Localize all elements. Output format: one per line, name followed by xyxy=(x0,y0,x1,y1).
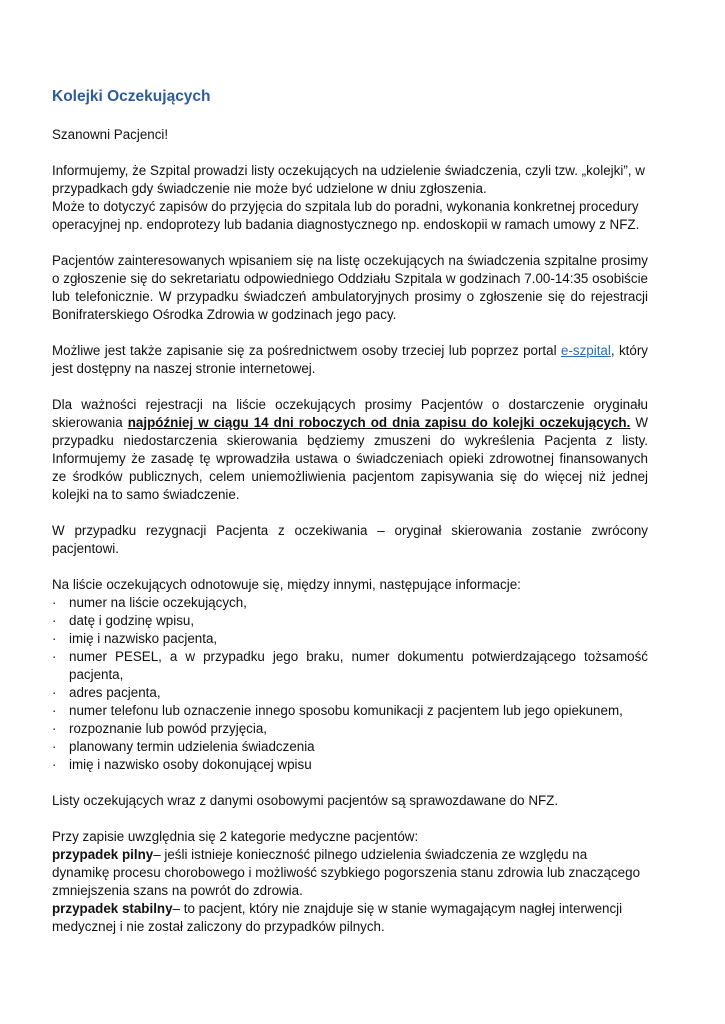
list-item xyxy=(52,684,648,702)
categories-section xyxy=(52,828,648,936)
bullet-icon: · xyxy=(52,649,57,664)
list-item-text: imię i nazwisko osoby dokonującej wpisu xyxy=(69,757,312,772)
list-item xyxy=(52,756,648,774)
e-szpital-link[interactable]: e-szpital xyxy=(560,343,611,358)
category-urgent-label: przypadek pilny xyxy=(52,847,154,862)
list-item xyxy=(52,612,648,630)
intro-line-2: Może to dotyczyć zapisów do przyjęcia do szpitala lub do poradni, wykonania konkretnej procedury operacyjnej np. endoprotezy lub badania diagnostycznego np. endoskopii w ramach umowy z NFZ. xyxy=(52,199,640,232)
resignation-paragraph: W przypadku rezygnacji Pacjenta z oczekiwania – oryginał skierowania zostanie zwrócony pacjentowi. xyxy=(52,523,648,556)
intro-paragraph xyxy=(52,162,648,234)
portal-paragraph xyxy=(52,342,648,378)
list-item-text: adres pacjenta, xyxy=(69,685,161,700)
category-urgent xyxy=(52,846,648,900)
bullet-icon: · xyxy=(52,757,57,772)
list-intro: Na liście oczekujących odnotowuje się, między innymi, następujące informacje: xyxy=(52,577,521,592)
bullet-icon: · xyxy=(52,685,57,700)
portal-text-after: , który jest dostępny na naszej stronie internetowej. xyxy=(52,343,648,376)
list-item-text: numer na liście oczekujących, xyxy=(69,595,247,610)
referral-text-before: Dla ważności rejestracji na liście oczekujących prosimy Pacjentów o dostarczenie oryginału skierowania xyxy=(52,397,648,430)
category-stable xyxy=(52,900,648,936)
list-item-text: datę i godzinę wpisu, xyxy=(69,613,195,628)
list-item-text: planowany termin udzielenia świadczenia xyxy=(69,739,315,754)
nfz-note: Listy oczekujących wraz z danymi osobowymi pacjentów są sprawozdawane do NFZ. xyxy=(52,793,559,808)
list-item-text: rozpoznanie lub powód przyjęcia, xyxy=(69,721,268,736)
list-item xyxy=(52,594,648,612)
referral-deadline-emphasis: najpóźniej w ciągu 14 dni roboczych od dnia zapisu do kolejki oczekujących. xyxy=(127,415,631,430)
category-stable-label: przypadek stabilny xyxy=(52,901,173,916)
portal-text-before: Możliwe jest także zapisanie się za pośrednictwem osoby trzeciej lub poprzez portal xyxy=(52,343,561,358)
list-item xyxy=(52,648,648,684)
list-item xyxy=(52,630,648,648)
bullet-icon: · xyxy=(52,703,57,718)
intro-line-1: Informujemy, że Szpital prowadzi listy oczekujących na udzielenie świadczenia, czyli tzw. „kolejki”, w przypadkach gdy świadczenie nie może być udzielone w dniu zgłoszenia. xyxy=(52,163,645,196)
page-title: Kolejki Oczekujących xyxy=(52,88,211,105)
bullet-icon: · xyxy=(52,595,57,610)
document-page xyxy=(52,86,648,936)
list-item-text: numer PESEL, a w przypadku jego braku, numer dokumentu potwierdzającego tożsamość pacjenta, xyxy=(69,649,648,682)
referral-text-after: W przypadku niedostarczenia skierowania będziemy zmuszeni do wykreślenia Pacjenta z listy. Informujemy że zasadę tę wprowadziła ustawa o świadczeniach opieki zdrowotnej finansowanych ze środków publicznych, celem uniemożliwienia pacjentom zapisywania się do więcej niż jednej kolejki na to samo świadczenie. xyxy=(52,415,649,502)
referral-paragraph xyxy=(52,396,648,504)
list-item xyxy=(52,702,648,720)
bullet-icon: · xyxy=(52,613,57,628)
list-item-text: numer telefonu lub oznaczenie innego sposobu komunikacji z pacjentem lub jego opiekunem, xyxy=(69,703,623,718)
registration-paragraph: Pacjentów zainteresowanych wpisaniem się na listę oczekujących na świadczenia szpitalne prosimy o zgłoszenie się do sekretariatu odpowiedniego Oddziału Szpitala w godzinach 7.00-14:35 osobiście lub telefonicznie. W przypadku świadczeń ambulatoryjnych prosimy o zgłoszenie się do rejestracji Bonifraterskiego Ośrodka Zdrowia w godzinach jego pacy. xyxy=(52,253,648,322)
waiting-list-info-list xyxy=(52,594,648,774)
categories-intro: Przy zapisie uwzględnia się 2 kategorie medyczne pacjentów: xyxy=(52,829,419,844)
list-item-text: imię i nazwisko pacjenta, xyxy=(69,631,218,646)
greeting: Szanowni Pacjenci! xyxy=(52,127,169,142)
category-urgent-text: – jeśli istnieje konieczność pilnego udzielenia świadczenia ze względu na dynamikę procesu chorobowego i możliwość szybkiego pogorszenia stanu zdrowia lub znaczącego zmniejszenia szans na powrót do zdrowia. xyxy=(52,847,641,898)
bullet-icon: · xyxy=(52,721,57,736)
list-item xyxy=(52,738,648,756)
bullet-icon: · xyxy=(52,631,57,646)
bullet-icon: · xyxy=(52,739,57,754)
category-stable-text: – to pacjent, który nie znajduje się w stanie wymagającym nagłej interwencji medycznej i nie został zaliczony do przypadków pilnych. xyxy=(52,901,623,934)
list-item xyxy=(52,720,648,738)
